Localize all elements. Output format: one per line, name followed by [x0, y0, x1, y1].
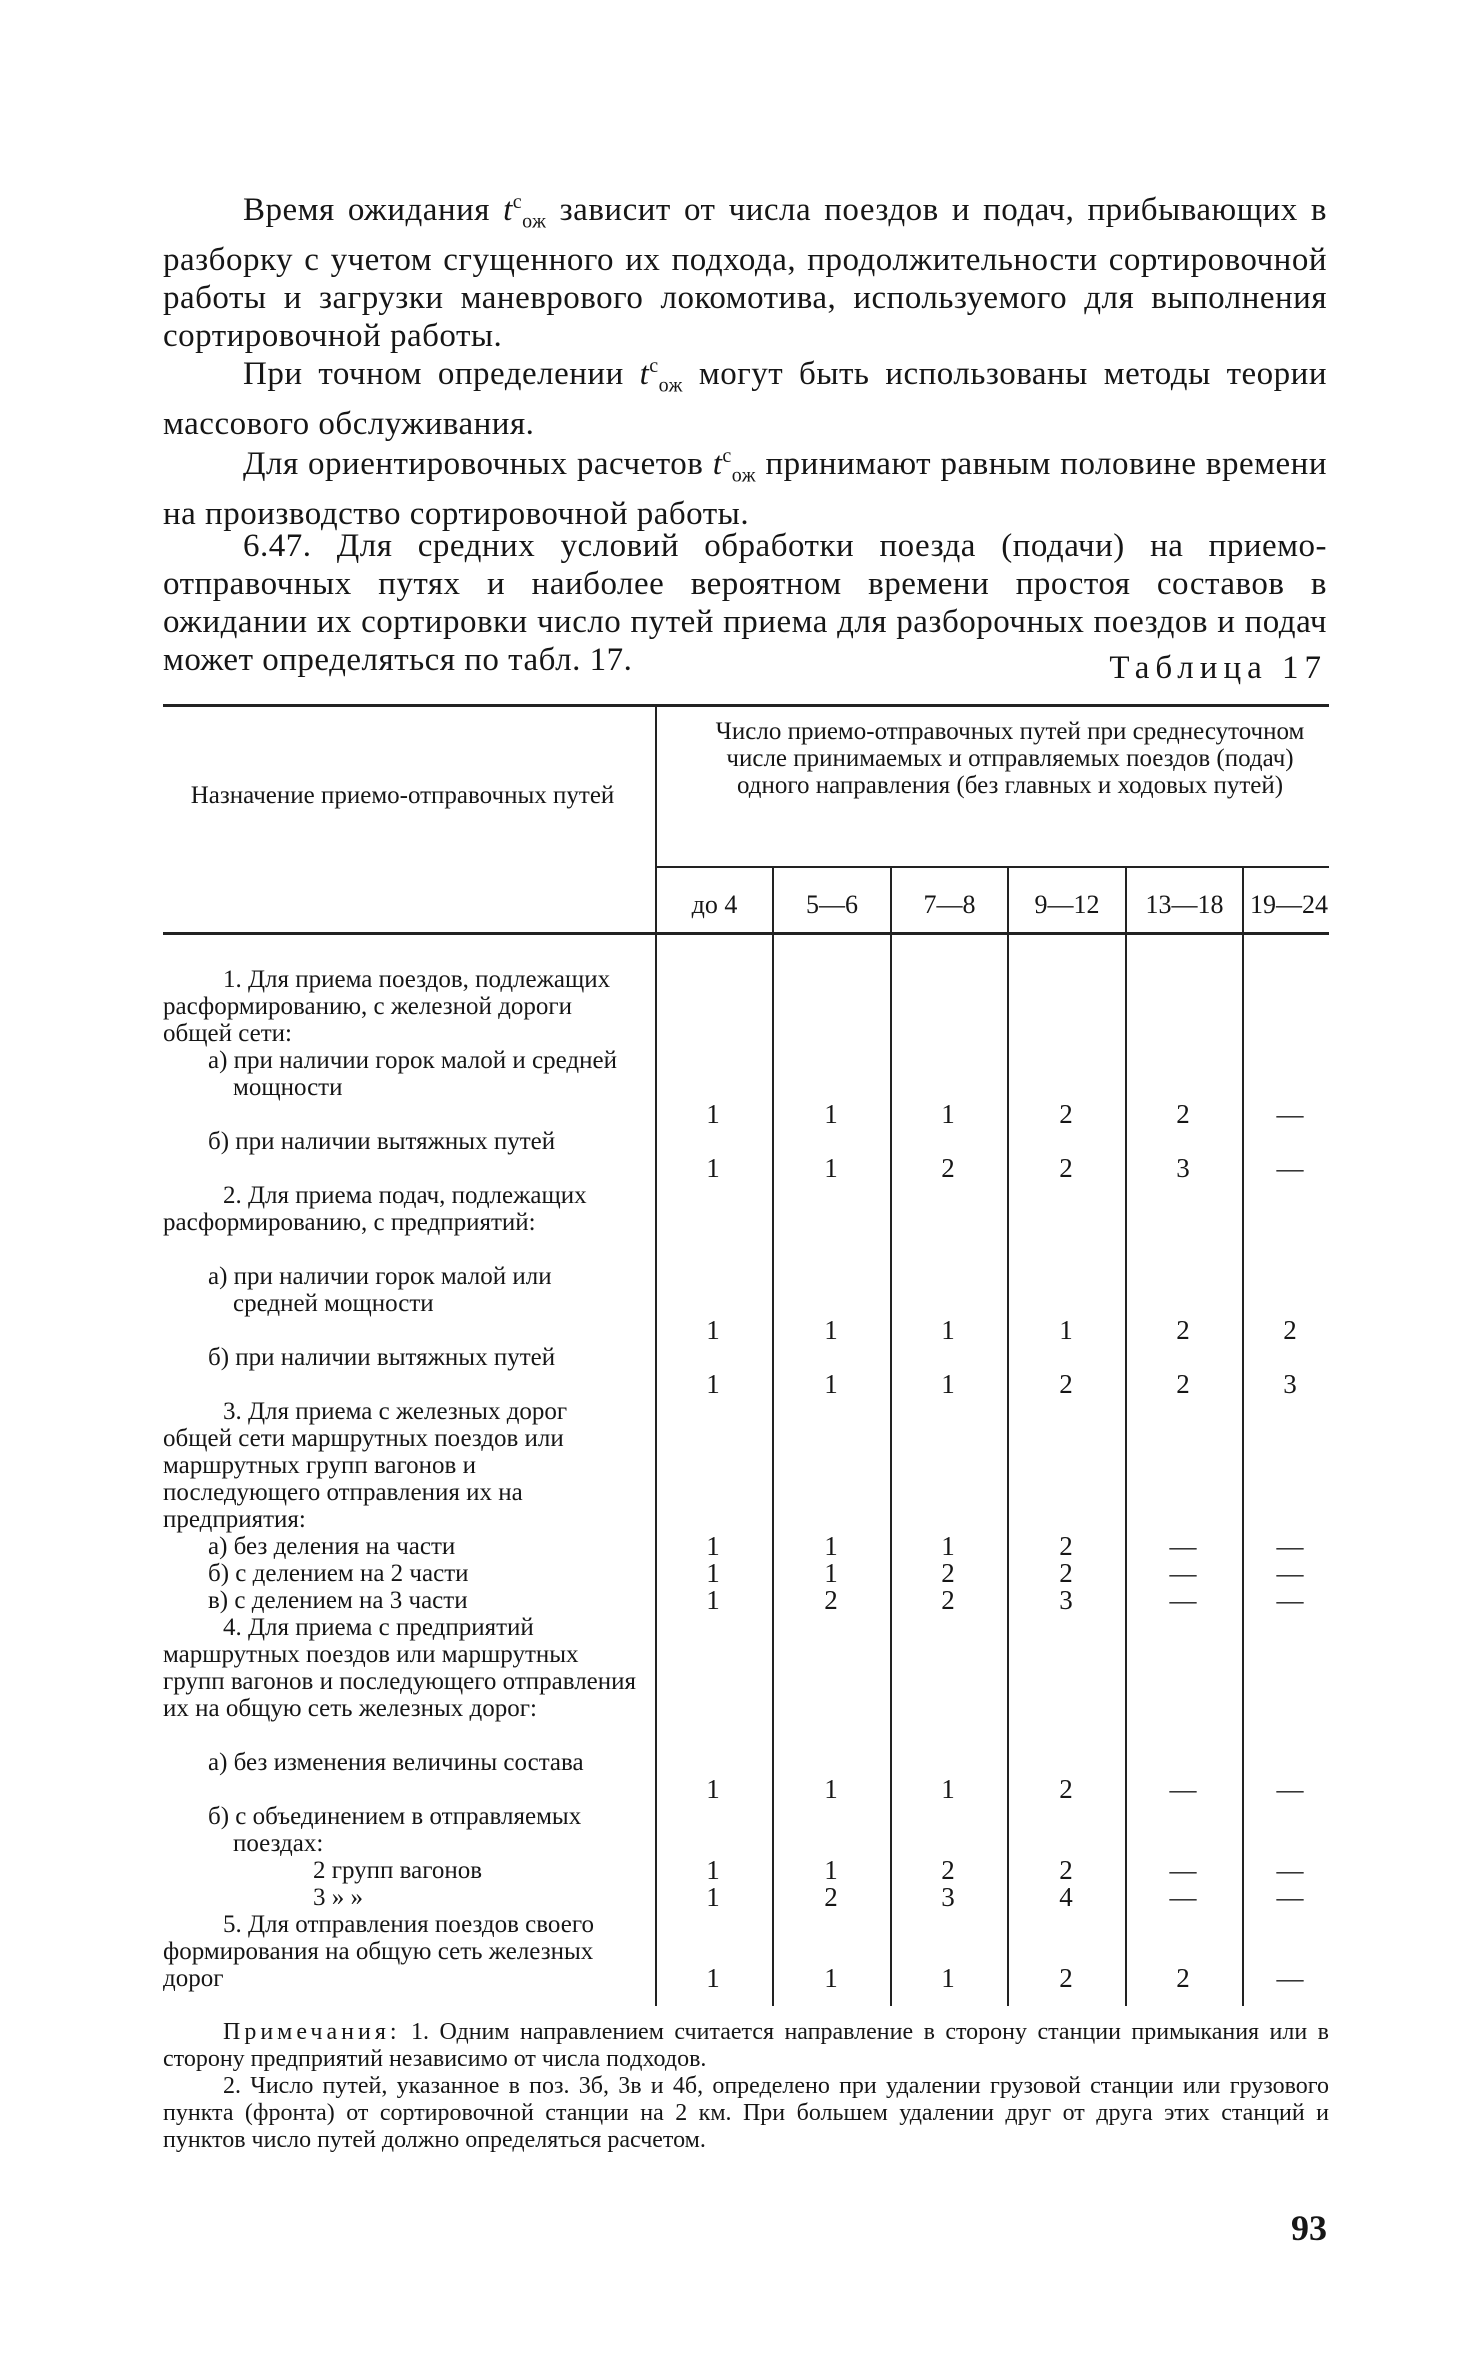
table-cell: 1 — [706, 1531, 720, 1561]
table-cell: 2 — [1176, 1315, 1190, 1345]
table-cell: 1 — [1059, 1315, 1073, 1345]
table-top-rule — [163, 704, 1329, 707]
row-label: а) при наличии горок малой или средней мощности — [208, 1263, 552, 1317]
table-cell: — — [1169, 1855, 1197, 1885]
table-cell: 1 — [824, 1099, 838, 1129]
table-cell: 2 — [1059, 1099, 1073, 1129]
formula-t-oj: $t^с_{ож}$ — [712, 445, 757, 487]
table-cell: 2 — [1059, 1369, 1073, 1399]
table-cell: — — [1276, 1855, 1304, 1885]
note-1: Примечания: 1. Одним направлением считается направление в сторону станции примыкания или в сторону предприятий независимо от числа подходов. — [163, 2019, 1330, 2072]
paragraph-6-47: 6.47. Для средних условий обработки поезда (подачи) на приемо-отправочных путях и наиболее вероятном времени простоя составов в ожидании их сортировки число путей приема для разборочных поездов и подач может определяться по табл. 17. — [163, 528, 1327, 678]
table-cell: — — [1276, 1531, 1304, 1561]
table-cell: — — [1276, 1882, 1304, 1912]
paragraph-exact-method: При точном определении $t^с_{ож}$ могут быть использованы методы теории массового обслуживания. — [163, 355, 1327, 442]
column-divider — [1242, 868, 1244, 2006]
column-divider — [772, 868, 774, 2006]
table-cell: 1 — [706, 1882, 720, 1912]
table-cell: 3 — [1176, 1153, 1190, 1183]
row-label: а) без деления на части — [208, 1533, 456, 1560]
row-label: 3 » » — [313, 1884, 363, 1911]
table-cell: 1 — [824, 1531, 838, 1561]
header-track-purpose: Назначение приемо-отправочных путей — [190, 782, 615, 809]
table-cell: 2 — [941, 1855, 955, 1885]
table-cell: — — [1169, 1585, 1197, 1615]
table-cell: 1 — [706, 1099, 720, 1129]
formula-t-oj: $t^с_{ож}$ — [639, 355, 683, 397]
column-divider — [1125, 868, 1127, 2006]
table-cell: 1 — [941, 1963, 955, 1993]
table-cell: — — [1169, 1882, 1197, 1912]
table-cell: — — [1169, 1558, 1197, 1588]
row-label: б) при наличии вытяжных путей — [208, 1128, 556, 1155]
column-header: 7—8 — [923, 890, 976, 919]
table-cell: 2 — [1059, 1153, 1073, 1183]
table-cell: 1 — [706, 1963, 720, 1993]
table-cell: 1 — [941, 1315, 955, 1345]
table-cell: 2 — [941, 1585, 955, 1615]
column-header: 5—6 — [806, 890, 858, 919]
table-cell: — — [1276, 1774, 1304, 1804]
table-cell: 2 — [1176, 1099, 1190, 1129]
row-label: 2 групп вагонов — [313, 1857, 483, 1884]
table-cell: 1 — [824, 1855, 838, 1885]
table-cell: 1 — [706, 1774, 720, 1804]
note-2: 2. Число путей, указанное в поз. 3б, 3в и 4б, определено при удалении грузовой станции или грузового пункта (фронта) от сортировочной станции на 2 км. При большем удалении друг от друга этих станций и пунктов число путей должно определяться расчетом. — [163, 2073, 1329, 2153]
row-label: а) при наличии горок малой и средней мощности — [208, 1047, 617, 1101]
table-cell: 1 — [824, 1153, 838, 1183]
table-cell: 1 — [941, 1369, 955, 1399]
row-label: б) при наличии вытяжных путей — [208, 1344, 556, 1371]
row-label: 4. Для приема с предприятий маршрутных поездов или маршрутных групп вагонов и последующего отправления их на общую сеть железных дорог: — [163, 1614, 637, 1722]
table-cell: 1 — [941, 1531, 955, 1561]
table-cell: 2 — [1283, 1315, 1297, 1345]
row-label: в) с делением на 3 части — [208, 1587, 468, 1614]
formula-t-oj: $t^с_{ож}$ — [503, 191, 547, 233]
table-cell: 1 — [824, 1369, 838, 1399]
table-cell: 1 — [824, 1558, 838, 1588]
row-label: 5. Для отправления поездов своего формирования на общую сеть железных дорог — [163, 1911, 594, 1992]
table-cell: — — [1276, 1963, 1304, 1993]
row-label: б) с объединением в отправляемых поездах: — [208, 1803, 582, 1857]
row-label: а) без изменения величины состава — [208, 1749, 584, 1776]
table-cell: 2 — [941, 1558, 955, 1588]
table-cell: 2 — [1176, 1963, 1190, 1993]
table-cell: — — [1276, 1558, 1304, 1588]
page-number: 93 — [1291, 2208, 1327, 2248]
paragraph-waiting-time: Время ожидания $t^с_{ож}$ зависит от числа поездов и подач, прибывающих в разборку с учетом сгущенного их подхода, продолжительности сортировочной работы и загрузки маневрового локомотива, используемого для выполнения сортировочной работы. — [163, 191, 1328, 354]
table-cell: — — [1169, 1774, 1197, 1804]
header-mid-rule — [655, 866, 1329, 868]
table-cell: 1 — [941, 1774, 955, 1804]
row-label: 1. Для приема поездов, подлежащих расформированию, с железной дороги общей сети: — [163, 966, 611, 1047]
table-cell: — — [1276, 1153, 1304, 1183]
table-cell: 1 — [706, 1153, 720, 1183]
row-label: 2. Для приема подач, подлежащих расформированию, с предприятий: — [163, 1182, 587, 1236]
table-cell: 1 — [824, 1315, 838, 1345]
paragraph-approx-calc: Для ориентировочных расчетов $t^с_{ож}$ принимают равным половине времени на производство сортировочной работы. — [163, 445, 1327, 532]
table-cell: 2 — [824, 1585, 838, 1615]
table-cell: 3 — [1283, 1369, 1297, 1399]
table-cell: 2 — [1059, 1558, 1073, 1588]
column-divider — [1007, 868, 1009, 2006]
table-cell: 1 — [706, 1558, 720, 1588]
column-header: 19—24 — [1250, 890, 1328, 919]
table-cell: 2 — [1059, 1774, 1073, 1804]
table-cell: 2 — [1176, 1369, 1190, 1399]
column-header: до 4 — [691, 890, 738, 919]
table-cell: 2 — [824, 1882, 838, 1912]
table-cell: 2 — [941, 1153, 955, 1183]
table-notes — [163, 2019, 1329, 2154]
table-cell: — — [1169, 1531, 1197, 1561]
column-header: 13—18 — [1145, 890, 1224, 919]
row-label: 3. Для приема с железных дорог общей сети маршрутных поездов или маршрутных групп вагонов и последующего отправления их на предприятия: — [163, 1398, 568, 1533]
table-cell: 3 — [1059, 1585, 1073, 1615]
table-cell: 1 — [706, 1585, 720, 1615]
table-cell: 1 — [706, 1855, 720, 1885]
table-cell: 1 — [706, 1315, 720, 1345]
table-cell: 1 — [941, 1099, 955, 1129]
table-cell: 2 — [1059, 1531, 1073, 1561]
row-label: б) с делением на 2 части — [208, 1560, 469, 1587]
header-bottom-rule — [163, 932, 1329, 935]
table-cell: 1 — [824, 1774, 838, 1804]
column-divider — [890, 868, 892, 2006]
table-cell: 2 — [1059, 1963, 1073, 1993]
table-cell: — — [1276, 1585, 1304, 1615]
table-cell: 2 — [1059, 1855, 1073, 1885]
table-cell: — — [1276, 1099, 1304, 1129]
table-cell: 1 — [706, 1369, 720, 1399]
header-track-count: Число приемо-отправочных путей при среднесуточном числе принимаемых и отправляемых поездов (подач) одного направления (без главных и ходовых путей) — [715, 718, 1305, 799]
table-cell: 1 — [824, 1963, 838, 1993]
column-header: 9—12 — [1034, 890, 1100, 919]
table-cell: 3 — [941, 1882, 955, 1912]
table-caption: Таблица 17 — [1109, 650, 1327, 686]
table-cell: 4 — [1059, 1882, 1073, 1912]
